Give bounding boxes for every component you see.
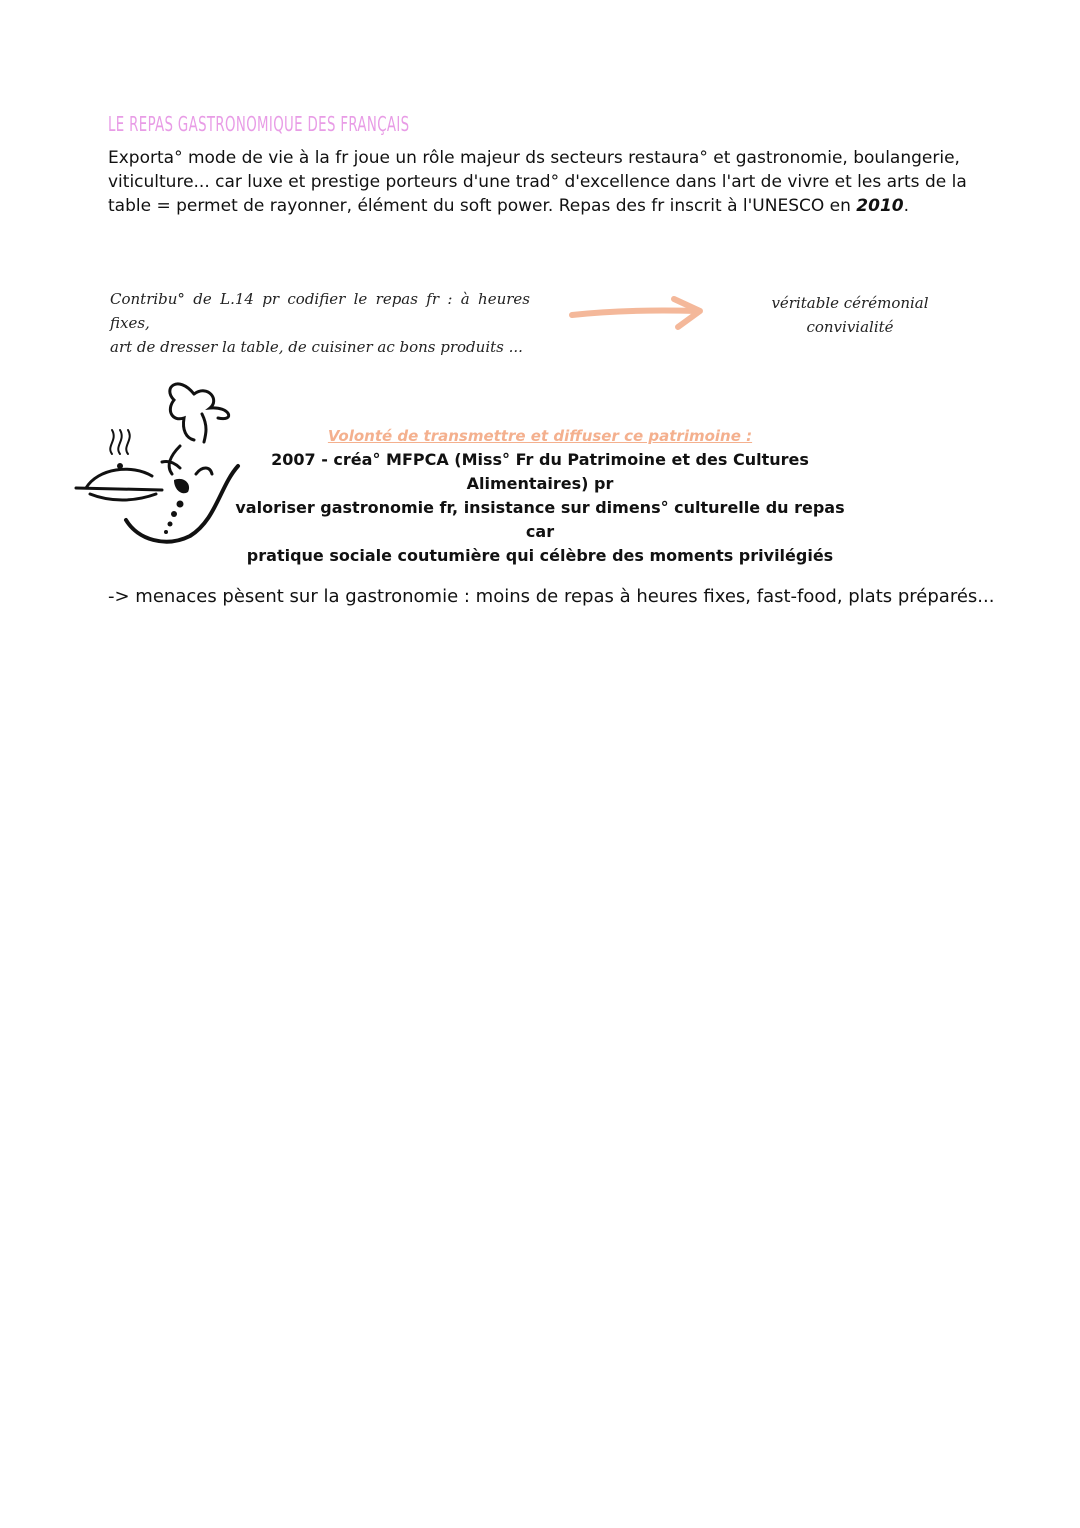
note-right-line2: convivialité [806, 318, 894, 336]
conclusion-text: -> menaces pèsent sur la gastronomie : moins de repas à heures fixes, fast-food, plats préparés... [108, 586, 995, 607]
note-right-line1: véritable cérémonial [771, 294, 929, 312]
intro-text: Exporta° mode de vie à la fr joue un rôle majeur ds secteurs restaura° et gastronomie, boulangerie, viticulture... car luxe et prestige porteurs d'une trad° d'excellence dans l'art de vivre et les arts de la table = permet de rayonner, élément du soft power. Repas des fr inscrit à l'UNESCO en [108, 148, 967, 216]
heritage-block [235, 424, 845, 568]
unesco-year: 2010 [856, 196, 904, 216]
heritage-line-1: 2007 - créa° MFPCA (Miss° Fr du Patrimoine et des Cultures Alimentaires) pr [271, 450, 809, 493]
note-left-line1: Contribu° de L.14 pr codifier le repas fr : à heures fixes, [110, 290, 530, 332]
chef-illustration-icon [70, 370, 250, 550]
handwritten-note-right [760, 291, 940, 339]
heritage-line-2: valoriser gastronomie fr, insistance sur dimens° culturelle du repas car [235, 498, 845, 541]
note-left-line2: art de dresser la table, de cuisiner ac bons produits ... [110, 338, 523, 356]
section-title: LE REPAS GASTRONOMIQUE DES FRANÇAIS [108, 112, 410, 136]
heritage-line-3: pratique sociale coutumière qui célèbre des moments privilégiés [246, 546, 834, 565]
intro-end: . [903, 196, 910, 216]
arrow-right-icon [566, 290, 711, 338]
handwritten-note-left [110, 287, 530, 359]
heritage-heading: Volonté de transmettre et diffuser ce patrimoine : [327, 427, 753, 445]
intro-paragraph [108, 146, 978, 218]
